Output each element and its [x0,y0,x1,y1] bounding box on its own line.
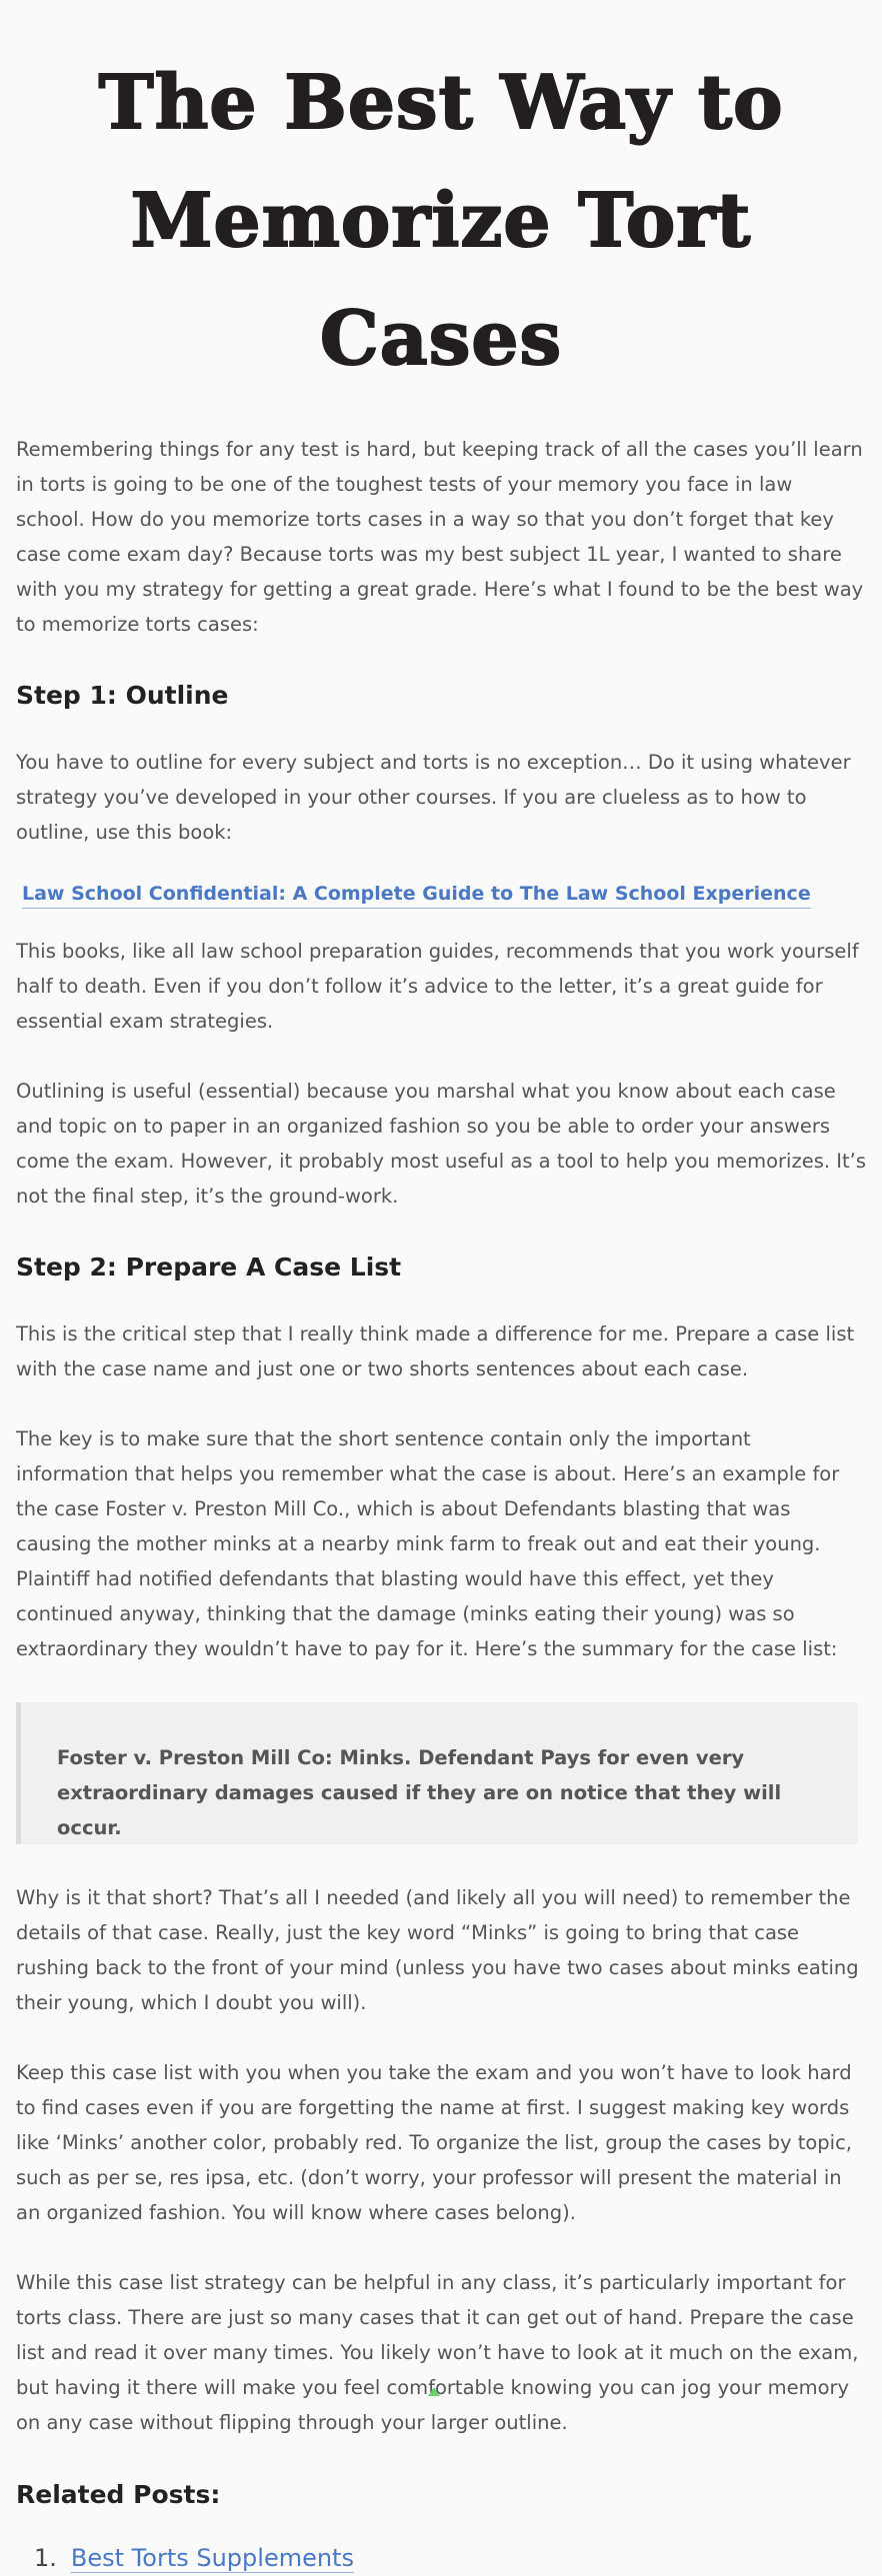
article-title-line1: The Best Way to [98,60,784,146]
step1-paragraph-1: You have to outline for every subject and torts is no exception… Do it using whatever strategy you’ve developed in your other courses. If you are clueless as to how to outline, use this book: [16,751,851,844]
step2-paragraph-2: The key is to make sure that the short sentence contain only the important information that helps you remember what the case is about. Here’s an example for the case Foster v. Preston Mill Co., which is about Defendants blasting that was causing the mother minks at a nearby mink farm to freak out and eat their young. Plaintiff had notified defendants that blasting would have this effect, yet they continued anyway, thinking that the damage (minks eating their young) was so extraordinary they wouldn’t have to pay for it. Here’s the summary for the case list: [16,1427,840,1660]
step2-paragraph-1: This is the critical step that I really think made a difference for me. Prepare a case list with the case name and just one or two shorts sentences about each case. [16,1322,855,1380]
step2-heading: Step 2: Prepare A Case List [16,1253,402,1282]
related-post-number: 1. [34,2544,57,2572]
step1-paragraph-2: This books, like all law school preparation guides, recommends that you work yourself half to death. Even if you don’t follow it’s advice to the letter, it’s a great guide for essential exam strategies. [16,940,859,1033]
step2-paragraph-5: While this case list strategy can be helpful in any class, it’s particularly important for torts class. There are just so many cases that it can get out of hand. Prepare the case list and read it over many times. You likely won’t have to look at it much on the exam, but having it there will make you feel comfortable knowing you can jog your memory on any case without flipping through your larger outline. [16,2271,859,2434]
step1-heading: Step 1: Outline [16,681,229,710]
related-post-link[interactable]: Best Torts Supplements [70,2544,354,2572]
intro-paragraph: Remembering things for any test is hard, but keeping track of all the cases you’ll learn in torts is going to be one of the toughest tests of your memory you face in law school. How do you memorize torts cases in a way so that you don’t forget that key case come exam day? Because torts was my best subject 1L year, I wanted to share with you my strategy for getting a great grade. Here’s what I found to be the best way to memorize torts cases: [16,438,864,636]
book-link[interactable]: Law School Confidential: A Complete Guide to The Law School Experience [22,880,811,909]
article-title-line2: Memorize Tort Cases [130,178,752,382]
related-posts-list [16,2540,866,2576]
related-post-item [16,2540,866,2576]
green-arrow-icon [428,2387,440,2396]
case-summary-quote: Foster v. Preston Mill Co: Minks. Defendant Pays for even very extraordinary damages caused if they are on notice that they will occur. [16,1702,858,1844]
book-link-row [16,880,866,908]
step2-paragraph-4: Keep this case list with you when you take the exam and you won’t have to look hard to find cases even if you are forgetting the name at first. I suggest making key words like ‘Minks’ another color, probably red. To organize the list, group the cases by topic, such as per se, res ipsa, etc. (don’t worry, your professor will present the material in an organized fashion. You will know where cases belong). [16,2061,852,2224]
step2-paragraph-3: Why is it that short? That’s all I needed (and likely all you will need) to remember the details of that case. Really, just the key word “Minks” is going to bring that case rushing back to the front of your mind (unless you have two cases about minks eating their young, which I doubt you will). [16,1886,859,2014]
related-posts-heading: Related Posts: [16,2480,221,2509]
step1-paragraph-3: Outlining is useful (essential) because you marshal what you know about each case and topic on to paper in an organized fashion so you be able to order your answers come the exam. However, it probably most useful as a tool to help you memorizes. It’s not the final step, it’s the ground-work. [16,1080,867,1208]
article-title [16,0,866,398]
